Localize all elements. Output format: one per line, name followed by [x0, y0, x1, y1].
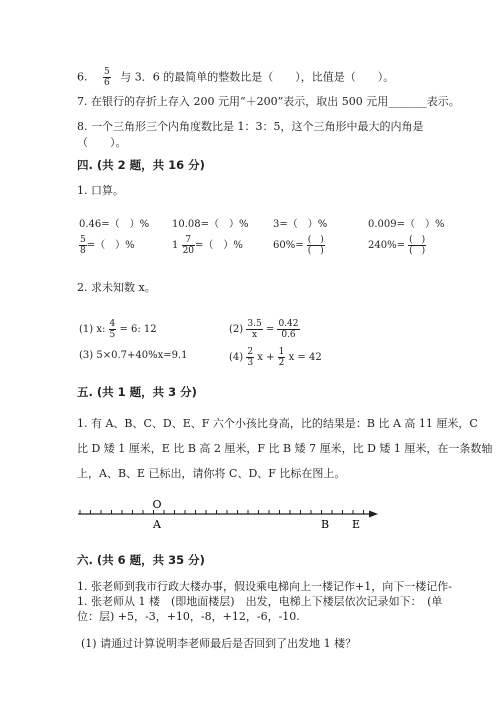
oral-expression: 60%=	[273, 240, 304, 251]
fraction-blank	[408, 235, 426, 256]
fraction-five-sixths	[103, 67, 111, 88]
oral-2-4	[368, 235, 426, 256]
oral-2-3	[273, 235, 325, 256]
question-5-1-line2: 比 D 矮 1 厘米，E 比 B 高 2 厘米，F 比 B 矮 7 厘米，比 D 矮 1 厘米，在一条数轴	[77, 442, 493, 455]
fraction-denominator: 3	[247, 358, 254, 368]
equation-text: x = 42	[288, 352, 322, 363]
oral-expression: =（ ）%	[86, 240, 135, 251]
fraction-numerator: ( )	[307, 235, 324, 245]
number-line	[0, 498, 500, 538]
fraction	[109, 319, 117, 340]
fraction	[182, 235, 195, 256]
mixed-whole: 1	[172, 240, 179, 251]
fraction-numerator: 1	[278, 347, 285, 357]
fraction	[278, 347, 286, 368]
fraction	[246, 319, 262, 340]
question-5-1-line1: 1. 有 A、B、C、D、E、F 六个小孩比身高，比的结果是：B 比 A 高 11 厘米，C	[77, 417, 478, 430]
equation-text: x +	[257, 352, 275, 363]
fraction	[246, 347, 254, 368]
oral-1-4: 0.009=（ ）%	[368, 219, 445, 230]
fraction-denominator: 0.6	[281, 330, 296, 340]
fraction-blank	[307, 235, 325, 256]
question-5-1-line3: 上，A、B、E 已标出，请你将 C、D、F 比标在图上。	[77, 467, 346, 480]
point-b-label: B	[320, 518, 330, 531]
fraction	[79, 235, 87, 256]
equation-3: (3) 5×0.7+40%x=9.1	[79, 350, 188, 361]
equation-4	[229, 347, 322, 368]
fraction-numerator: 2	[247, 347, 254, 357]
question-number: 6.	[77, 70, 88, 84]
equation-text: (4)	[229, 352, 244, 363]
oral-expression: 240%=	[368, 240, 405, 251]
question-6-1-sub1: (1) 请通过计算说明李老师最后是否回到了出发地 1 楼？	[81, 637, 357, 650]
question-6-1-line1: 1. 张老师到我市行政大楼办事，假设乘电梯向上一楼记作+1，向下一楼记作-	[77, 580, 452, 593]
question-6-1-line2: 1. 张老师从 1 楼 (即地面楼层) 出发，电梯上下楼层依次记录如下： (单	[77, 595, 443, 608]
fraction-denominator: 5	[109, 330, 116, 340]
fraction-denominator: x	[251, 330, 258, 340]
oral-2-2	[172, 235, 243, 256]
fraction-numerator: 5	[104, 67, 110, 77]
equals-sign: =	[265, 324, 275, 335]
question-text: 与 3．6 的最简单的整数比是（ ），比值是（ ）。	[120, 70, 395, 84]
fraction-denominator: 8	[80, 246, 86, 256]
question-4-2-label: 2. 求未知数 x。	[77, 281, 156, 294]
fraction-numerator: 7	[182, 235, 195, 246]
section-5-title: 五. (共 1 题，共 3 分)	[77, 385, 197, 399]
question-4-1-label: 1. 口算。	[77, 184, 124, 197]
question-8-line1: 8. 一个三角形三个内角度数比是 1：3：5，这个三角形中最大的内角是	[77, 120, 424, 133]
section-4-title: 四. (共 2 题，共 16 分)	[77, 158, 205, 172]
oral-1-1: 0.46=（ ）%	[79, 219, 150, 230]
fraction-numerator: 0.42	[278, 319, 299, 329]
point-e-label: E	[351, 518, 361, 531]
question-8-line2: （ ）。	[77, 136, 127, 149]
question-6-1-line3: 位：层) +5，-3，+10，-8，+12，-6，-10.	[77, 610, 300, 623]
fraction-denominator: ( )	[307, 246, 324, 256]
equation-2	[229, 319, 300, 340]
oral-1-2: 10.08=（ ）%	[172, 219, 249, 230]
fraction-denominator: 6	[104, 78, 110, 88]
oral-expression: =（ ）%	[195, 240, 243, 251]
arrow-head-icon	[369, 511, 378, 518]
equation-text: (1) x:	[79, 324, 106, 335]
origin-label: O	[152, 498, 162, 511]
fraction-numerator: 3.5	[247, 319, 262, 329]
fraction-numerator: 4	[109, 319, 116, 329]
question-7: 7. 在银行的存折上存入 200 元用“＋200”表示，取出 500 元用_______表示。	[77, 95, 460, 108]
fraction-denominator: 2	[278, 358, 285, 368]
fraction-denominator: 20	[182, 246, 195, 256]
equation-text: = 6: 12	[119, 324, 157, 335]
oral-1-3: 3=（ ）%	[273, 219, 328, 230]
fraction-denominator: ( )	[409, 246, 426, 256]
section-6-title: 六. (共 6 题，共 35 分)	[77, 553, 205, 567]
oral-2-1	[79, 235, 135, 256]
point-a-label: A	[153, 518, 161, 531]
question-6	[77, 67, 394, 88]
fraction	[277, 319, 299, 340]
fraction-numerator: 5	[80, 235, 86, 245]
equation-1	[79, 319, 157, 340]
equation-text: (2)	[229, 324, 244, 335]
fraction-numerator: ( )	[409, 235, 426, 245]
